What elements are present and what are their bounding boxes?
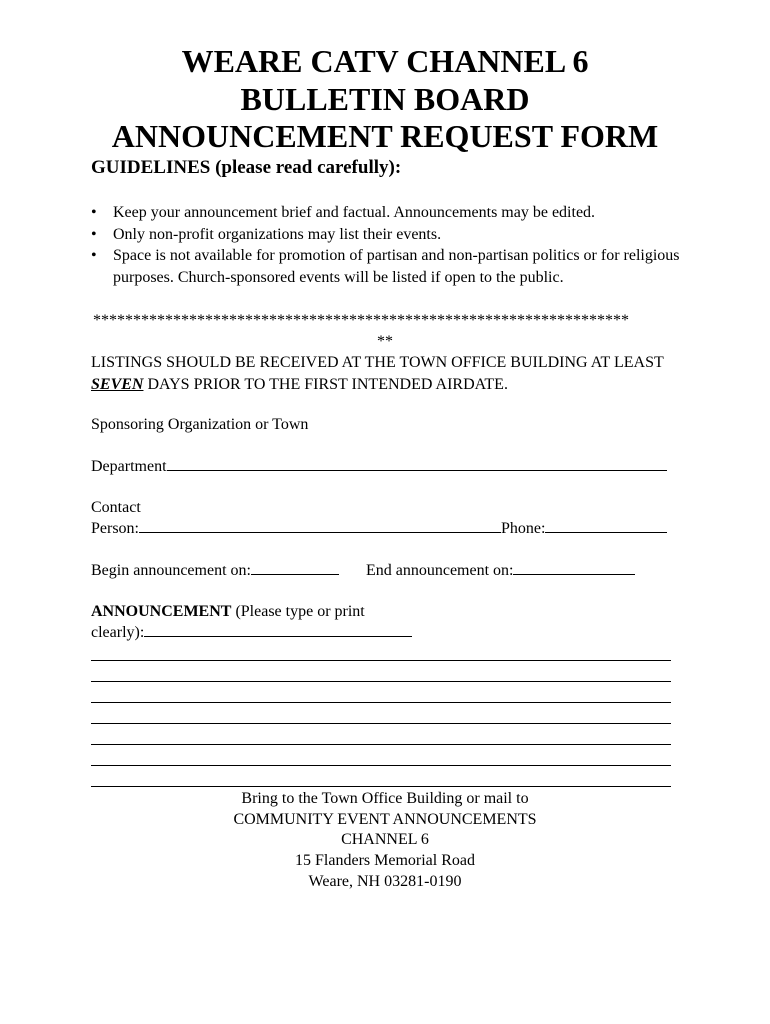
guideline-text: Keep your announcement brief and factual. Announcements may be edited.: [113, 204, 596, 221]
department-label: Department: [91, 458, 167, 475]
footer-line-1: Bring to the Town Office Building or mail to: [241, 790, 529, 807]
announcement-field-first-line[interactable]: [144, 622, 412, 637]
guideline-item: [91, 224, 681, 246]
submission-notice: [91, 352, 691, 395]
department-field[interactable]: [167, 456, 667, 471]
announcement-line[interactable]: [91, 702, 671, 703]
announcement-hint: (Please type or print: [231, 603, 365, 620]
contact-label-2: Person:: [91, 520, 139, 537]
announcement-line[interactable]: [91, 786, 671, 787]
phone-field[interactable]: [545, 518, 667, 533]
guideline-text: Only non-profit organizations may list their events.: [113, 225, 442, 243]
separator-line: *******************************************************************: [93, 312, 629, 329]
title-line-2: BULLETIN BOARD: [240, 81, 530, 117]
bullet-icon: •: [91, 247, 97, 264]
dates-row: [91, 560, 635, 581]
footer-line-3: CHANNEL 6: [341, 831, 429, 849]
department-row: [91, 456, 667, 477]
phone-label: Phone:: [501, 520, 546, 537]
title-line-1: WEARE CATV CHANNEL 6: [181, 43, 589, 79]
guideline-item: [91, 202, 681, 224]
separator-line-wrap: **: [377, 333, 393, 350]
bullet-icon: •: [91, 204, 97, 221]
footer-line-2: COMMUNITY EVENT ANNOUNCEMENTS: [233, 810, 537, 828]
footer-line-5: Weare, NH 03281-0190: [308, 872, 462, 890]
announcement-heading: [91, 601, 365, 622]
mailing-address: [0, 789, 770, 893]
contact-person-field[interactable]: [139, 518, 501, 533]
end-label: End announcement on:: [365, 562, 514, 579]
contact-row: [91, 518, 667, 539]
announcement-line[interactable]: [91, 723, 671, 724]
announcement-row: [91, 622, 412, 643]
announcement-hint-2: clearly):: [91, 624, 145, 641]
notice-text-end: DAYS PRIOR TO THE FIRST INTENDED AIRDATE.: [143, 375, 508, 393]
guidelines-list: [91, 202, 681, 288]
begin-label: Begin announcement on:: [91, 562, 251, 579]
announcement-line[interactable]: [91, 765, 671, 766]
footer-line-4: 15 Flanders Memorial Road: [295, 852, 475, 870]
announcement-line[interactable]: [91, 681, 671, 682]
announcement-line[interactable]: [91, 744, 671, 745]
guideline-text: Space is not available for promotion of partisan and non-partisan politics or for religious purposes. Church-sponsored events will be listed if open to the public.: [113, 247, 680, 286]
title-line-3: ANNOUNCEMENT REQUEST FORM: [111, 118, 659, 154]
guideline-item: [91, 245, 681, 288]
notice-text-start: LISTINGS SHOULD BE RECEIVED AT THE TOWN OFFICE BUILDING AT LEAST: [91, 354, 664, 371]
announcement-label: ANNOUNCEMENT: [91, 603, 232, 620]
end-date-field[interactable]: [513, 560, 635, 575]
begin-date-field[interactable]: [251, 560, 339, 575]
contact-label-1: Contact: [91, 499, 141, 516]
bullet-icon: •: [91, 225, 97, 243]
announcement-line[interactable]: [91, 660, 671, 661]
sponsor-label: Sponsoring Organization or Town: [91, 416, 309, 433]
notice-emphasis: SEVEN: [91, 375, 144, 393]
guidelines-heading: GUIDELINES (please read carefully):: [91, 157, 402, 178]
